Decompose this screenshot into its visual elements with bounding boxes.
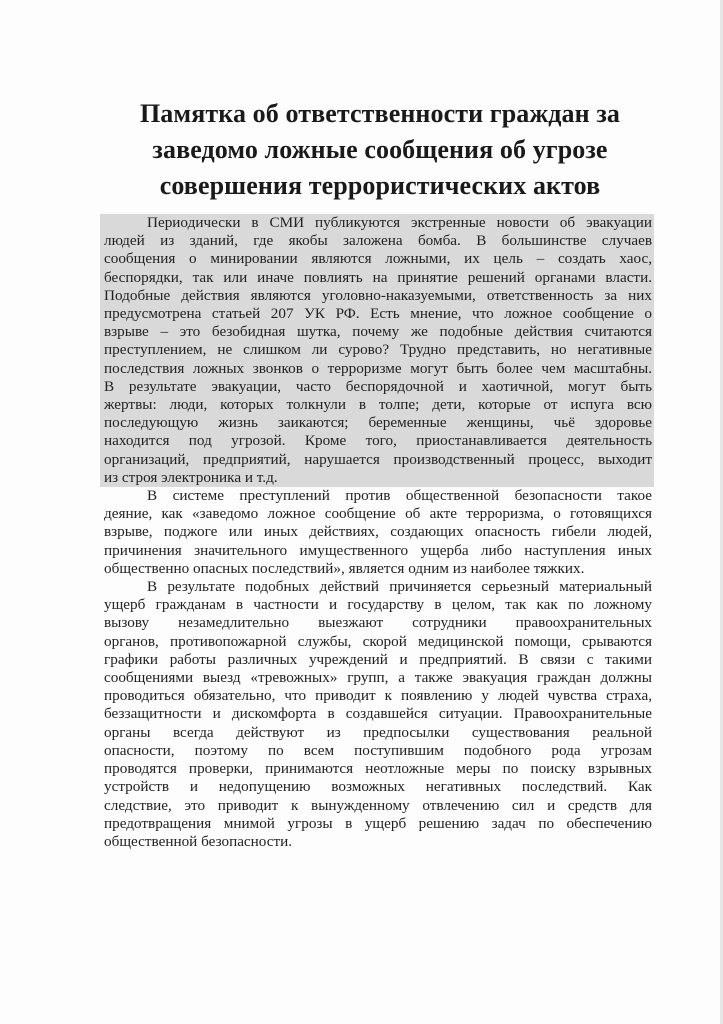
paragraph-line: В результате эвакуации, часто беспорядочной и хаотичной, могут быть [104,377,652,395]
paragraph-line: предусмотрена статьей 207 УК РФ. Есть мнение, что ложное сообщение о [104,305,652,323]
paragraph-line: взрыве – это безобидная шутка, почему же подобные действия считаются [104,323,652,341]
paragraph-line: предотвращения мнимой угрозы в ущерб решению задач по обеспечению [104,814,652,832]
title-line: заведомо ложные сообщения об угрозе [152,135,608,164]
paragraph-line: В результате подобных действий причиняется серьезный материальный [147,578,652,596]
paragraph-line: органы всегда действуют из предпосылки существования реальной [104,723,652,741]
paragraph-line: последствия ложных звонков о терроризме могут быть более чем масштабны. [104,359,652,377]
document-title [100,96,660,204]
paragraph-line: следствие, это приводит к вынужденному отвлечению сил и средств для [104,796,652,814]
paragraph-line: В системе преступлений против общественной безопасности такое [147,487,652,505]
paragraph-line: опасности, поэтому по всем поступившим подобного рода угрозам [104,741,652,759]
paragraph-line: общественно опасных последствий», является одним из наиболее тяжких. [104,559,585,577]
paragraph-line: проводиться обязательно, что приводит к появлению у людей чувства страха, [104,687,652,705]
paragraph-line: людей из зданий, где якобы заложена бомба. В большинстве случаев [104,232,652,250]
paragraph [104,487,652,578]
paragraph-line: сообщения о минировании являются ложными, их цель – создать хаос, [104,250,652,268]
paragraph-line: графики работы различных учреждений и предприятий. В связи с такими [104,650,652,668]
paragraph-line: общественной безопасности. [104,832,293,850]
paragraph-line: сообщениями выезд «тревожных» групп, а также эвакуация граждан должны [104,669,652,687]
title-line: совершения террористических актов [159,171,601,200]
paragraph-line: ущерб гражданам в частности и государству в целом, так как по ложному [104,596,652,614]
document-body [104,214,652,851]
paragraph-line: взрыве, поджоге или иных действиях, создающих опасность гибели людей, [104,523,652,541]
paragraph-line: Периодически в СМИ публикуются экстренные новости об эвакуации [147,214,652,231]
paragraph-line: органов, противопожарной службы, скорой медицинской помощи, срываются [104,632,652,650]
paragraph-line: устройств и недопущению возможных негативных последствий. Как [104,778,652,796]
paragraph-line: преступлением, не слишком ли сурово? Трудно представить, но негативные [104,341,652,359]
paragraph-line: вызову незамедлительно выезжают сотрудники правоохранительных [104,614,652,632]
paragraph-line: из строя электроника и т.д. [104,468,278,486]
paragraph-line: последующую жизнь заикаются; беременные женщины, чьё здоровье [104,414,652,432]
paragraph-line: деяние, как «заведомо ложное сообщение об акте терроризма, о готовящихся [104,505,652,523]
paragraph-line: причинения значительного имущественного ущерба либо наступления иных [104,541,652,559]
paragraph-line: проводятся проверки, принимаются неотложные меры по поиску взрывных [104,760,652,778]
paragraph [104,578,652,851]
paragraph-line: беспорядки, так или иначе повлиять на принятие решений органами власти. [104,268,652,286]
title-line: Памятка об ответственности граждан за [139,99,620,128]
paragraph-line: находится под угрозой. Кроме того, приостанавливается деятельность [104,432,652,450]
paragraph-line: организаций, предприятий, нарушается производственный процесс, выходит [104,450,652,468]
paragraph-line: беззащитности и дискомфорта в создавшейся ситуации. Правоохранительные [104,705,652,723]
highlighted-paragraph [100,214,654,487]
paragraph-line: жертвы: люди, которых толкнули в толпе; дети, которые от испуга всю [104,396,652,414]
paragraph-line: Подобные действия являются уголовно-наказуемыми, ответственность за них [104,286,652,304]
